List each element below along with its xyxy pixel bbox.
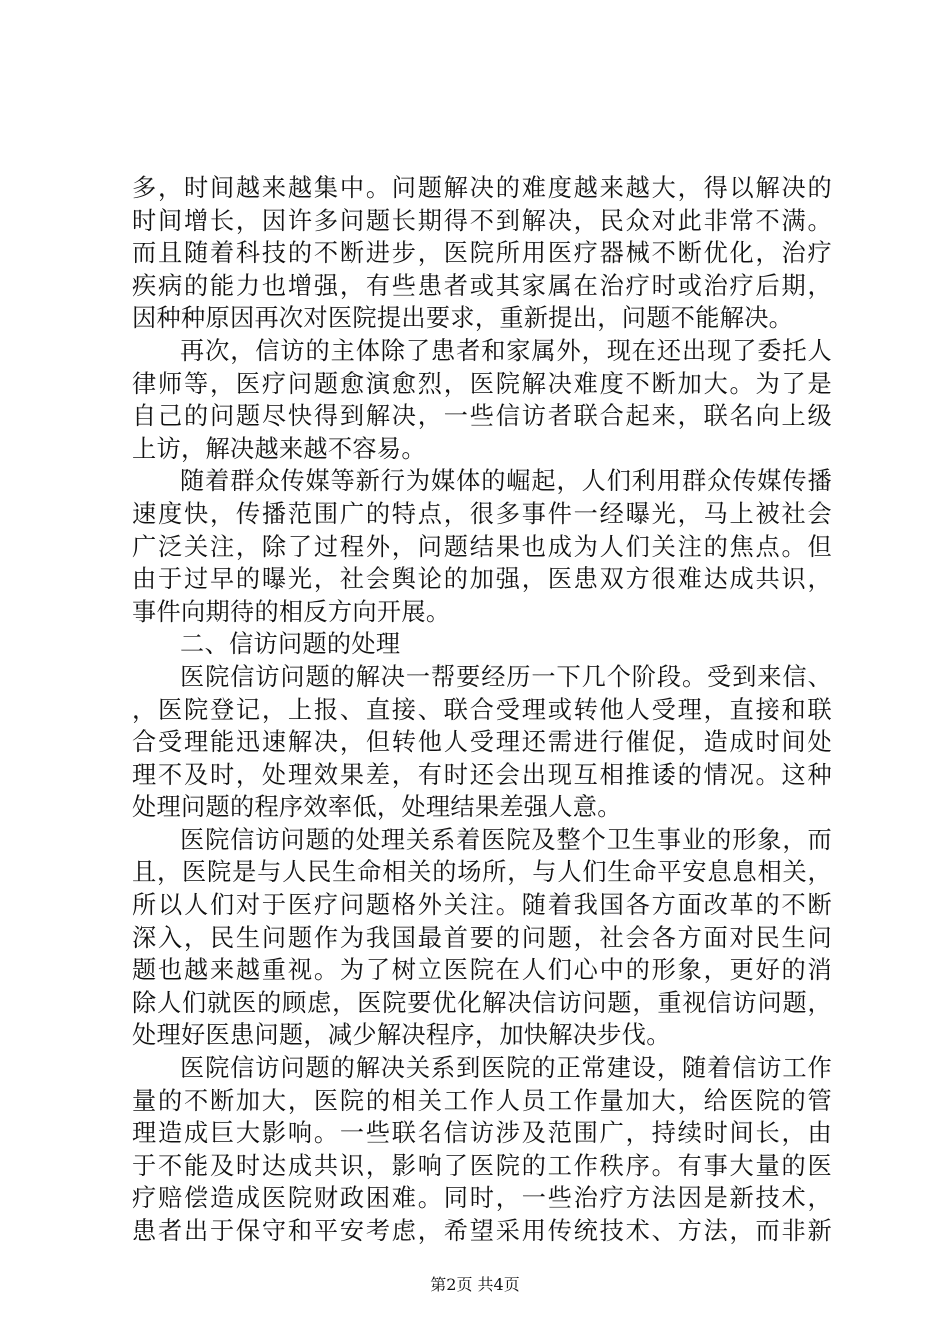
paragraph	[132, 172, 832, 335]
text-line: 医院信访问题的解决一帮要经历一下几个阶段。受到来信、	[180, 662, 832, 691]
page-number: 第2页 共4页	[430, 1275, 520, 1294]
text-line: 随着群众传媒等新行为媒体的崛起，人们利用群众传媒传播	[180, 467, 832, 496]
paragraph	[132, 465, 832, 628]
text-line: 多，时间越来越集中。问题解决的难度越来越大，得以解决的	[132, 174, 832, 202]
page-footer	[0, 1275, 950, 1295]
text-line: 由于过早的曝光，社会舆论的加强，医患双方很难达成共识，	[132, 565, 832, 594]
text-line: 疗赔偿造成医院财政困难。同时，一些治疗方法因是新技术，	[132, 1184, 832, 1213]
text-line: 医院信访问题的处理关系着医院及整个卫生事业的形象，而	[180, 825, 832, 854]
text-line: 深入，民生问题作为我国最首要的问题，社会各方面对民生问	[132, 923, 832, 952]
text-line: 量的不断加大，医院的相关工作人员工作量加大，给医院的管	[132, 1086, 832, 1115]
text-line: 且，医院是与人民生命相关的场所，与人们生命平安息息相关，	[132, 858, 832, 887]
text-line: 再次，信访的主体除了患者和家属外，现在还出现了委托人	[180, 336, 832, 365]
text-line: 疾病的能力也增强，有些患者或其家属在治疗时或治疗后期，	[132, 271, 832, 300]
text-line: 因种种原因再次对医院提出要求，重新提出，问题不能解决。	[132, 304, 794, 333]
text-line: 医院信访问题的解决关系到医院的正常建设，随着信访工作	[180, 1054, 832, 1083]
paragraph	[132, 628, 832, 661]
text-line: 律师等，医疗问题愈演愈烈，医院解决难度不断加大。为了是	[132, 369, 832, 398]
text-line: 上访，解决越来越不容易。	[132, 434, 426, 463]
text-line: 广泛关注，除了过程外，问题结果也成为人们关注的焦点。但	[132, 532, 832, 561]
text-line: 于不能及时达成共识，影响了医院的工作秩序。有事大量的医	[132, 1151, 832, 1180]
text-line: 事件向期待的相反方向开展。	[132, 597, 451, 626]
text-line: 题也越来越重视。为了树立医院在人们心中的形象，更好的消	[132, 956, 832, 985]
text-line: 理造成巨大影响。一些联名信访涉及范围广，持续时间长，由	[132, 1119, 832, 1148]
text-line: 所以人们对于医疗问题格外关注。随着我国各方面改革的不断	[132, 891, 832, 920]
text-line: 处理好医患问题，减少解决程序，加快解决步伐。	[132, 1021, 671, 1050]
paragraph	[132, 1052, 832, 1248]
text-line: 理不及时，处理效果差，有时还会出现互相推诿的情况。这种	[132, 760, 832, 789]
text-line: 时间增长，因许多问题长期得不到解决，民众对此非常不满。	[132, 206, 832, 235]
document-page	[132, 172, 832, 1248]
text-line: 速度快，传播范围广的特点，很多事件一经曝光，马上被社会	[132, 499, 832, 528]
text-line: 二、信访问题的处理	[180, 630, 401, 659]
paragraph	[132, 661, 832, 824]
text-line: ，医院登记，上报、直接、联合受理或转他人受理，直接和联	[132, 695, 832, 724]
text-line: 合受理能迅速解决，但转他人受理还需进行催促，造成时间处	[132, 728, 832, 757]
text-line: 自己的问题尽快得到解决，一些信访者联合起来，联名向上级	[132, 402, 832, 431]
text-line: 除人们就医的顾虑，医院要优化解决信访问题，重视信访问题，	[132, 988, 832, 1017]
text-line: 而且随着科技的不断进步，医院所用医疗器械不断优化，治疗	[132, 239, 832, 268]
paragraph	[132, 335, 832, 465]
text-line: 处理问题的程序效率低，处理结果差强人意。	[132, 793, 622, 822]
paragraph	[132, 824, 832, 1052]
text-line: 患者出于保守和平安考虑，希望采用传统技术、方法，而非新	[132, 1217, 832, 1245]
